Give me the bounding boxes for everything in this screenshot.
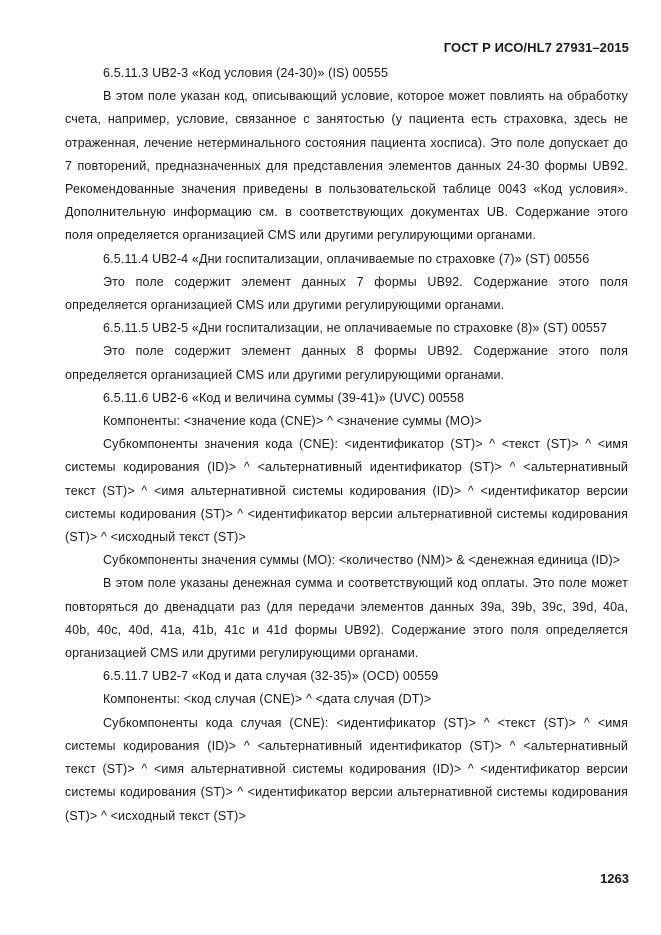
paragraph: Субкомпоненты значения кода (CNE): <идентификатор (ST)> ^ <текст (ST)> ^ <имя системы кодирования (ID)> ^ <альтернативный идентификатор (ST)> ^ <альтернативный текст (ST)> ^ <имя альтернативной системы кодирования (ID)> ^ <идентификатор версии системы кодирования (ST)> ^ <идентификатор версии альтернативной системы кодирования (ST)> ^ <исходный текст (ST)> <box>65 437 628 545</box>
section-heading-6-5-11-4: 6.5.11.4 UB2-4 «Дни госпитализации, оплачиваемые по страховке (7)» (ST) 00556 <box>103 251 590 266</box>
paragraph: Субкомпоненты кода случая (CNE): <идентификатор (ST)> ^ <текст (ST)> ^ <имя системы кодирования (ID)> ^ <альтернативный идентификатор (ST)> ^ <альтернативный текст (ST)> ^ <имя альтернативной системы кодирования (ID)> ^ <идентификатор версии системы кодирования (ST)> ^ <идентификатор версии альтернативной системы кодирования (ST)> ^ <исходный текст (ST)> <box>65 715 628 823</box>
paragraph: В этом поле указаны денежная сумма и соответствующий код оплаты. Это поле может повторяться до двенадцати раз (для передачи элементов данных 39a, 39b, 39c, 39d, 40a, 40b, 40c, 40d, 41a, 41b, 41c и 41d формы UB92). Содержание этого поля определяется организацией CMS или другими регулирующими органами. <box>65 576 628 661</box>
paragraph: В этом поле указан код, описывающий условие, которое может повлиять на обработку счета, например, условие, связанное с занятостью (у пациента есть страховка, здесь не отраженная, лечение нетерминального состояния пациента хосписа). Это поле допускает до 7 повторений, предназначенных для представления элементов данных 24-30 формы UB92. Рекомендованные значения приведены в пользовательской таблице 0043 «Код условия». Дополнительную информацию см. в соответствующих документах UB. Содержание этого поля определяется организацией CMS или другими регулирующими органами. <box>65 89 628 243</box>
paragraph: Компоненты: <значение кода (CNE)> ^ <значение суммы (MO)> <box>103 414 482 429</box>
section-heading-6-5-11-5: 6.5.11.5 UB2-5 «Дни госпитализации, не оплачиваемые по страховке (8)» (ST) 00557 <box>103 321 608 336</box>
section-heading-6-5-11-7: 6.5.11.7 UB2-7 «Код и дата случая (32-35)» (OCD) 00559 <box>103 669 439 684</box>
section-heading-6-5-11-6: 6.5.11.6 UB2-6 «Код и величина суммы (39-41)» (UVC) 00558 <box>103 390 465 405</box>
paragraph: Это поле содержит элемент данных 7 формы UB92. Содержание этого поля определяется организацией CMS или другими регулирующими органами. <box>65 274 628 313</box>
page-number: 1263 <box>600 871 629 886</box>
paragraph: Компоненты: <код случая (CNE)> ^ <дата случая (DT)> <box>103 692 432 707</box>
paragraph: Это поле содержит элемент данных 8 формы UB92. Содержание этого поля определяется организацией CMS или другими регулирующими органами. <box>65 344 628 382</box>
paragraph: Субкомпоненты значения суммы (MO): <количество (NM)> & <денежная единица (ID)> <box>103 553 621 568</box>
document-header: ГОСТ Р ИСО/HL7 27931–2015 <box>443 40 629 55</box>
section-heading-6-5-11-3: 6.5.11.3 UB2-3 «Код условия (24-30)» (IS) 00555 <box>103 66 389 80</box>
document-body <box>65 62 628 828</box>
